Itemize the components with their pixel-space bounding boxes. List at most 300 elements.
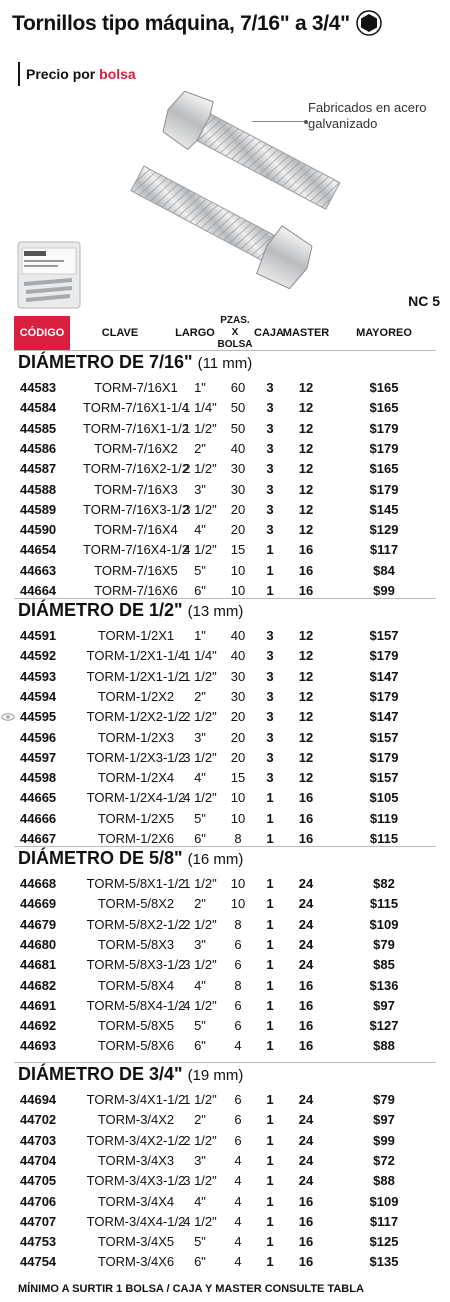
cell-pzas: 20: [230, 501, 246, 517]
cell-pzas: 20: [230, 709, 246, 725]
table-row: [14, 728, 436, 748]
cell-mayoreo: $157: [369, 770, 399, 786]
material-note: Fabricados en acero galvanizado: [308, 100, 427, 131]
cell-master: 24: [298, 1132, 314, 1148]
cell-codigo: 44593: [20, 668, 57, 684]
table-row: [14, 626, 436, 646]
cell-master: 12: [298, 440, 314, 456]
cell-pzas: 6: [234, 957, 242, 973]
section-heading: [18, 600, 243, 621]
cell-clave: TORM-7/16X1-1/2: [83, 420, 189, 436]
cell-mayoreo: $165: [369, 400, 399, 416]
cell-codigo: 44753: [20, 1234, 57, 1250]
cell-clave: TORM-5/8X3-1/2: [86, 957, 186, 973]
table-row: [14, 809, 436, 829]
cell-caja: 1: [266, 1018, 274, 1034]
table-row: [14, 1232, 436, 1252]
table-row: [14, 1131, 436, 1151]
cell-codigo: 44667: [20, 831, 57, 846]
cell-clave: TORM-3/4X4: [97, 1193, 175, 1209]
cell-codigo: 44584: [20, 400, 57, 416]
cell-mayoreo: $97: [373, 1112, 395, 1128]
cell-caja: 3: [266, 770, 274, 786]
cell-caja: 1: [266, 997, 274, 1013]
cell-codigo: 44663: [20, 562, 57, 578]
cell-mayoreo: $179: [369, 688, 399, 704]
section-heading: [18, 848, 243, 869]
footer-note: MÍNIMO A SURTIR 1 BOLSA / CAJA Y MASTER CONSULTE TABLA: [18, 1283, 364, 1295]
cell-master: 16: [298, 831, 314, 846]
column-header-pzas: PZAS. X BOLSA: [217, 315, 253, 350]
cell-caja: 3: [266, 481, 274, 497]
cell-largo: 4 1/2": [183, 997, 217, 1013]
cell-clave: TORM-1/2X5: [97, 810, 175, 826]
cell-pzas: 15: [230, 542, 246, 558]
cell-clave: TORM-1/2X2: [97, 688, 175, 704]
cell-pzas: 30: [230, 481, 246, 497]
cell-codigo: 44586: [20, 440, 57, 456]
cell-pzas: 60: [230, 380, 246, 395]
cell-largo: 2": [194, 896, 206, 912]
cell-largo: 1 1/4": [183, 648, 217, 664]
cell-clave: TORM-5/8X2-1/2: [86, 916, 186, 932]
cell-caja: 3: [266, 749, 274, 765]
table-row: [14, 894, 436, 914]
cell-pzas: 6: [234, 997, 242, 1013]
table-row: [14, 1016, 436, 1036]
section-label: DIÁMETRO DE 3/4": [18, 1064, 188, 1084]
cell-pzas: 20: [230, 749, 246, 765]
cell-codigo: 44666: [20, 810, 57, 826]
cell-codigo: 44679: [20, 916, 57, 932]
cell-mayoreo: $105: [369, 790, 399, 806]
cell-largo: 5": [194, 1018, 206, 1034]
cell-codigo: 44705: [20, 1173, 57, 1189]
cell-largo: 1 1/2": [183, 420, 217, 436]
cell-master: 12: [298, 522, 314, 538]
cell-largo: 4 1/2": [183, 790, 217, 806]
cell-largo: 4 1/2": [183, 542, 217, 558]
cell-mayoreo: $97: [373, 997, 395, 1013]
cell-pzas: 15: [230, 770, 246, 786]
cell-largo: 3": [194, 481, 206, 497]
cell-mayoreo: $127: [369, 1018, 399, 1034]
cell-largo: 2": [194, 1112, 206, 1128]
cell-master: 24: [298, 1112, 314, 1128]
price-label-prefix: Precio por: [26, 66, 96, 82]
cell-pzas: 10: [230, 896, 246, 912]
cell-clave: TORM-3/4X3: [97, 1152, 175, 1168]
cell-caja: 3: [266, 380, 274, 395]
cell-codigo: 44583: [20, 380, 57, 395]
table-row: [14, 398, 436, 418]
cell-mayoreo: $88: [373, 1173, 395, 1189]
table-row: [14, 480, 436, 500]
cell-pzas: 4: [234, 1173, 242, 1189]
cell-codigo: 44693: [20, 1038, 57, 1054]
table-row: [14, 520, 436, 540]
table-row: [14, 1090, 436, 1110]
cell-mayoreo: $88: [373, 1038, 395, 1054]
cell-clave: TORM-5/8X5: [97, 1018, 175, 1034]
cell-codigo: 44707: [20, 1213, 57, 1229]
cell-codigo: 44682: [20, 977, 57, 993]
cell-clave: TORM-3/4X1-1/2: [86, 1092, 186, 1107]
cell-pzas: 30: [230, 461, 246, 477]
cell-master: 16: [298, 1234, 314, 1250]
cell-caja: 1: [266, 1132, 274, 1148]
cell-largo: 1 1/4": [183, 400, 217, 416]
cell-clave: TORM-5/8X6: [97, 1038, 175, 1054]
cell-codigo: 44664: [20, 583, 57, 598]
nc-label: NC 5: [408, 293, 440, 309]
cell-mayoreo: $119: [369, 810, 399, 826]
cell-master: 12: [298, 481, 314, 497]
cell-pzas: 50: [230, 400, 246, 416]
cell-caja: 3: [266, 668, 274, 684]
cell-clave: TORM-7/16X3: [94, 481, 178, 497]
cell-clave: TORM-5/8X4: [97, 977, 175, 993]
cell-mayoreo: $157: [369, 729, 399, 745]
cell-pzas: 30: [230, 668, 246, 684]
section-label: DIÁMETRO DE 7/16": [18, 352, 198, 372]
cell-clave: TORM-7/16X2: [94, 440, 178, 456]
section-divider: [14, 350, 436, 351]
cell-mayoreo: $99: [373, 583, 395, 598]
cell-master: 12: [298, 461, 314, 477]
table-row: [14, 1192, 436, 1212]
cell-clave: TORM-7/16X1-1/4: [83, 400, 189, 416]
cell-pzas: 8: [234, 977, 242, 993]
section-heading: [18, 352, 252, 373]
cell-codigo: 44595: [20, 709, 57, 725]
section-divider: [14, 1062, 436, 1063]
cell-largo: 6": [194, 1254, 206, 1270]
bag-product-image: [14, 238, 84, 310]
cell-mayoreo: $157: [369, 628, 399, 643]
cell-mayoreo: $179: [369, 648, 399, 664]
cell-pzas: 50: [230, 420, 246, 436]
cell-mayoreo: $117: [369, 1213, 399, 1229]
cell-caja: 3: [266, 648, 274, 664]
cell-caja: 1: [266, 916, 274, 932]
cell-caja: 1: [266, 1173, 274, 1189]
cell-largo: 1 1/2": [183, 668, 217, 684]
table-row: [14, 439, 436, 459]
table-row: [14, 419, 436, 439]
cell-codigo: 44668: [20, 876, 57, 891]
table-row: [14, 996, 436, 1016]
cell-mayoreo: $72: [373, 1152, 395, 1168]
cell-caja: 1: [266, 957, 274, 973]
cell-master: 12: [298, 688, 314, 704]
cell-codigo: 44587: [20, 461, 57, 477]
section-mm: (13 mm): [187, 603, 244, 620]
cell-caja: 1: [266, 1112, 274, 1128]
cell-pzas: 30: [230, 688, 246, 704]
table-row: [14, 788, 436, 808]
cell-largo: 5": [194, 562, 206, 578]
cell-caja: 3: [266, 501, 274, 517]
column-header-master: MASTER: [282, 327, 330, 339]
cell-master: 12: [298, 420, 314, 436]
cell-mayoreo: $79: [373, 1092, 395, 1107]
cell-pzas: 10: [230, 810, 246, 826]
table-row: [14, 561, 436, 581]
cell-mayoreo: $135: [369, 1254, 399, 1270]
cell-clave: TORM-1/2X1-1/2: [86, 668, 186, 684]
cell-mayoreo: $147: [369, 668, 399, 684]
callout-line: [252, 121, 304, 122]
cell-master: 16: [298, 997, 314, 1013]
table-row: [14, 646, 436, 666]
cell-master: 24: [298, 1173, 314, 1189]
cell-pzas: 40: [230, 628, 246, 643]
cell-clave: TORM-7/16X4: [94, 522, 178, 538]
cell-master: 12: [298, 501, 314, 517]
cell-caja: 1: [266, 977, 274, 993]
price-label-unit: bolsa: [99, 66, 136, 82]
cell-mayoreo: $79: [373, 936, 395, 952]
cell-clave: TORM-3/4X6: [97, 1254, 175, 1270]
cell-clave: TORM-7/16X3-1/2: [83, 501, 189, 517]
cell-master: 16: [298, 583, 314, 598]
cell-mayoreo: $165: [369, 461, 399, 477]
cell-clave: TORM-1/2X1-1/4: [86, 648, 186, 664]
cell-clave: TORM-1/2X6: [97, 831, 175, 846]
cell-master: 24: [298, 876, 314, 891]
cell-pzas: 10: [230, 790, 246, 806]
cell-codigo: 44704: [20, 1152, 57, 1168]
cell-master: 16: [298, 1213, 314, 1229]
cell-largo: 4 1/2": [183, 1213, 217, 1229]
cell-caja: 1: [266, 831, 274, 846]
cell-pzas: 4: [234, 1234, 242, 1250]
cell-master: 24: [298, 1092, 314, 1107]
cell-caja: 3: [266, 440, 274, 456]
cell-codigo: 44598: [20, 770, 57, 786]
column-header-clave: CLAVE: [101, 327, 139, 339]
cell-largo: 4": [194, 1193, 206, 1209]
page-title: Tornillos tipo máquina, 7/16" a 3/4": [12, 12, 350, 35]
cell-largo: 3 1/2": [183, 1173, 217, 1189]
cell-mayoreo: $179: [369, 420, 399, 436]
cell-pzas: 6: [234, 1092, 242, 1107]
cell-master: 24: [298, 896, 314, 912]
cell-caja: 3: [266, 420, 274, 436]
cell-caja: 1: [266, 542, 274, 558]
table-row: [14, 667, 436, 687]
cell-codigo: 44596: [20, 729, 57, 745]
cell-mayoreo: $179: [369, 481, 399, 497]
cell-largo: 2 1/2": [183, 709, 217, 725]
section-mm: (11 mm): [197, 355, 253, 372]
cell-codigo: 44680: [20, 936, 57, 952]
cell-caja: 1: [266, 1092, 274, 1107]
cell-largo: 6": [194, 583, 206, 598]
cell-caja: 3: [266, 461, 274, 477]
cell-clave: TORM-1/2X3-1/2: [86, 749, 186, 765]
cell-caja: 1: [266, 1254, 274, 1270]
column-header-caja: CAJA: [254, 327, 284, 339]
cell-mayoreo: $129: [369, 522, 399, 538]
table-row: [14, 1171, 436, 1191]
cell-clave: TORM-1/2X4-1/2: [86, 790, 186, 806]
table-row: [14, 1036, 436, 1056]
cell-clave: TORM-7/16X5: [94, 562, 178, 578]
cell-pzas: 4: [234, 1254, 242, 1270]
cell-largo: 3 1/2": [183, 749, 217, 765]
cell-mayoreo: $99: [373, 1132, 395, 1148]
cell-clave: TORM-5/8X3: [97, 936, 175, 952]
cell-master: 12: [298, 380, 314, 395]
cell-codigo: 44754: [20, 1254, 57, 1270]
cell-largo: 3": [194, 729, 206, 745]
cell-largo: 3": [194, 1152, 206, 1168]
cell-clave: TORM-1/2X3: [97, 729, 175, 745]
cell-clave: TORM-3/4X2-1/2: [86, 1132, 186, 1148]
cell-caja: 1: [266, 876, 274, 891]
cell-mayoreo: $147: [369, 709, 399, 725]
cell-caja: 1: [266, 936, 274, 952]
cell-clave: TORM-3/4X3-1/2: [86, 1173, 186, 1189]
section-label: DIÁMETRO DE 5/8": [18, 848, 188, 868]
cell-mayoreo: $117: [369, 542, 399, 558]
cell-mayoreo: $109: [369, 916, 399, 932]
table-row: [14, 707, 436, 727]
cell-pzas: 8: [234, 916, 242, 932]
cell-caja: 3: [266, 628, 274, 643]
cell-codigo: 44654: [20, 542, 57, 558]
cell-caja: 3: [266, 709, 274, 725]
cell-codigo: 44589: [20, 501, 57, 517]
cell-largo: 4": [194, 977, 206, 993]
cell-pzas: 4: [234, 1213, 242, 1229]
cell-pzas: 6: [234, 1112, 242, 1128]
cell-caja: 1: [266, 810, 274, 826]
column-header-codigo: CÓDIGO: [14, 316, 70, 350]
cell-codigo: 44692: [20, 1018, 57, 1034]
cell-codigo: 44592: [20, 648, 57, 664]
cell-master: 24: [298, 916, 314, 932]
cell-clave: TORM-7/16X1: [94, 380, 178, 395]
cell-master: 16: [298, 542, 314, 558]
cell-pzas: 4: [234, 1152, 242, 1168]
cell-largo: 6": [194, 1038, 206, 1054]
cell-largo: 6": [194, 831, 206, 846]
cell-largo: 4": [194, 770, 206, 786]
table-row: [14, 1151, 436, 1171]
cell-largo: 2 1/2": [183, 1132, 217, 1148]
section-heading: [18, 1064, 243, 1085]
section-divider: [14, 598, 436, 599]
cell-caja: 3: [266, 688, 274, 704]
cell-largo: 1 1/2": [183, 876, 217, 891]
cell-clave: TORM-7/16X6: [94, 583, 178, 598]
cell-largo: 2 1/2": [183, 916, 217, 932]
cell-codigo: 44706: [20, 1193, 57, 1209]
cell-largo: 3 1/2": [183, 501, 217, 517]
cell-caja: 1: [266, 1234, 274, 1250]
table-row: [14, 768, 436, 788]
cell-caja: 1: [266, 790, 274, 806]
table-row: [14, 1212, 436, 1232]
cell-clave: TORM-3/4X4-1/2: [86, 1213, 186, 1229]
cell-caja: 1: [266, 1213, 274, 1229]
cell-largo: 3": [194, 936, 206, 952]
cell-master: 16: [298, 562, 314, 578]
cell-largo: 5": [194, 810, 206, 826]
table-row: [14, 915, 436, 935]
cell-codigo: 44691: [20, 997, 57, 1013]
cell-mayoreo: $125: [369, 1234, 399, 1250]
table-row: [14, 976, 436, 996]
cell-pzas: 10: [230, 562, 246, 578]
cell-pzas: 40: [230, 440, 246, 456]
cell-codigo: 44591: [20, 628, 57, 643]
cell-codigo: 44594: [20, 688, 57, 704]
hex-bolt-head-icon: [356, 10, 382, 36]
cell-master: 16: [298, 1018, 314, 1034]
cell-largo: 1": [194, 380, 206, 395]
cell-pzas: 6: [234, 1018, 242, 1034]
cell-clave: TORM-7/16X2-1/2: [83, 461, 189, 477]
cell-master: 24: [298, 957, 314, 973]
cell-codigo: 44588: [20, 481, 57, 497]
cell-codigo: 44585: [20, 420, 57, 436]
cell-pzas: 10: [230, 583, 246, 598]
cell-largo: 3 1/2": [183, 957, 217, 973]
section-divider: [14, 846, 436, 847]
section-mm: (19 mm): [187, 1067, 244, 1084]
table-row: [14, 378, 436, 398]
cell-master: 16: [298, 1254, 314, 1270]
cell-mayoreo: $179: [369, 749, 399, 765]
cell-codigo: 44694: [20, 1092, 57, 1107]
cell-master: 16: [298, 1038, 314, 1054]
cell-mayoreo: $136: [369, 977, 399, 993]
cell-master: 24: [298, 936, 314, 952]
cell-pzas: 40: [230, 648, 246, 664]
cell-largo: 2 1/2": [183, 461, 217, 477]
cell-clave: TORM-1/2X2-1/2: [86, 709, 186, 725]
cell-codigo: 44665: [20, 790, 57, 806]
table-row: [14, 874, 436, 894]
cell-caja: 1: [266, 562, 274, 578]
cell-mayoreo: $82: [373, 876, 395, 891]
cell-master: 12: [298, 770, 314, 786]
table-row: [14, 500, 436, 520]
cell-master: 12: [298, 400, 314, 416]
cell-codigo: 44681: [20, 957, 57, 973]
column-header-largo: LARGO: [175, 327, 215, 339]
cell-caja: 1: [266, 896, 274, 912]
table-row: [14, 687, 436, 707]
cell-clave: TORM-3/4X2: [97, 1112, 175, 1128]
cell-caja: 3: [266, 729, 274, 745]
cell-mayoreo: $84: [373, 562, 395, 578]
cell-master: 12: [298, 729, 314, 745]
cell-mayoreo: $179: [369, 440, 399, 456]
cell-pzas: 4: [234, 1038, 242, 1054]
cell-master: 16: [298, 1193, 314, 1209]
cell-mayoreo: $165: [369, 380, 399, 395]
cell-largo: 1 1/2": [183, 1092, 217, 1107]
cell-master: 16: [298, 810, 314, 826]
cell-master: 12: [298, 749, 314, 765]
section-label: DIÁMETRO DE 1/2": [18, 600, 188, 620]
cell-pzas: 6: [234, 936, 242, 952]
